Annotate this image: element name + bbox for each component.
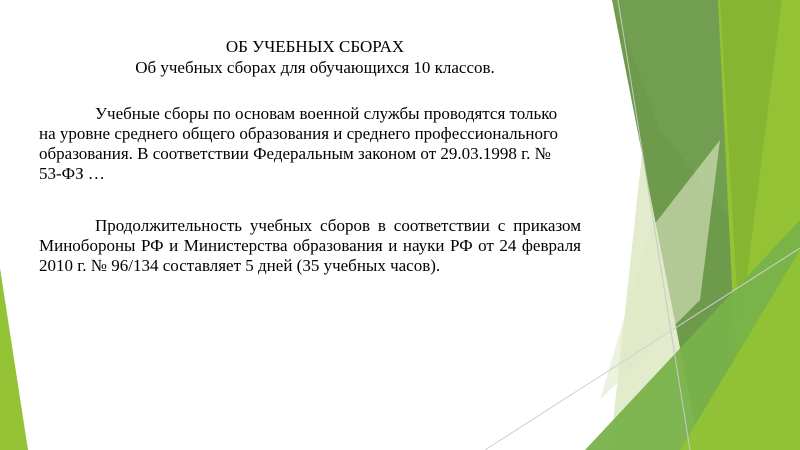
slide-subtitle: Об учебных сборах для обучающихся 10 классов.: [135, 58, 495, 77]
slide-title: ОБ УЧЕБНЫХ СБОРАХ: [225, 37, 405, 56]
paragraph-military-training: [39, 104, 559, 184]
paragraph-duration: [39, 216, 581, 276]
paragraph-1-text: Учебные сборы по основам военной службы проводятся только на уровне среднего общего образования и среднего профессионального образования. В соответствии Федеральным законом от 29.03.1998 г. № 53-ФЗ …: [39, 104, 559, 183]
paragraph-2-text: Продолжительность учебных сборов в соответствии с приказом Минобороны РФ и Министерства образования и науки РФ от 24 февраля 2010 г. № 96/134 составляет 5 дней (35 учебных часов).: [39, 216, 581, 275]
